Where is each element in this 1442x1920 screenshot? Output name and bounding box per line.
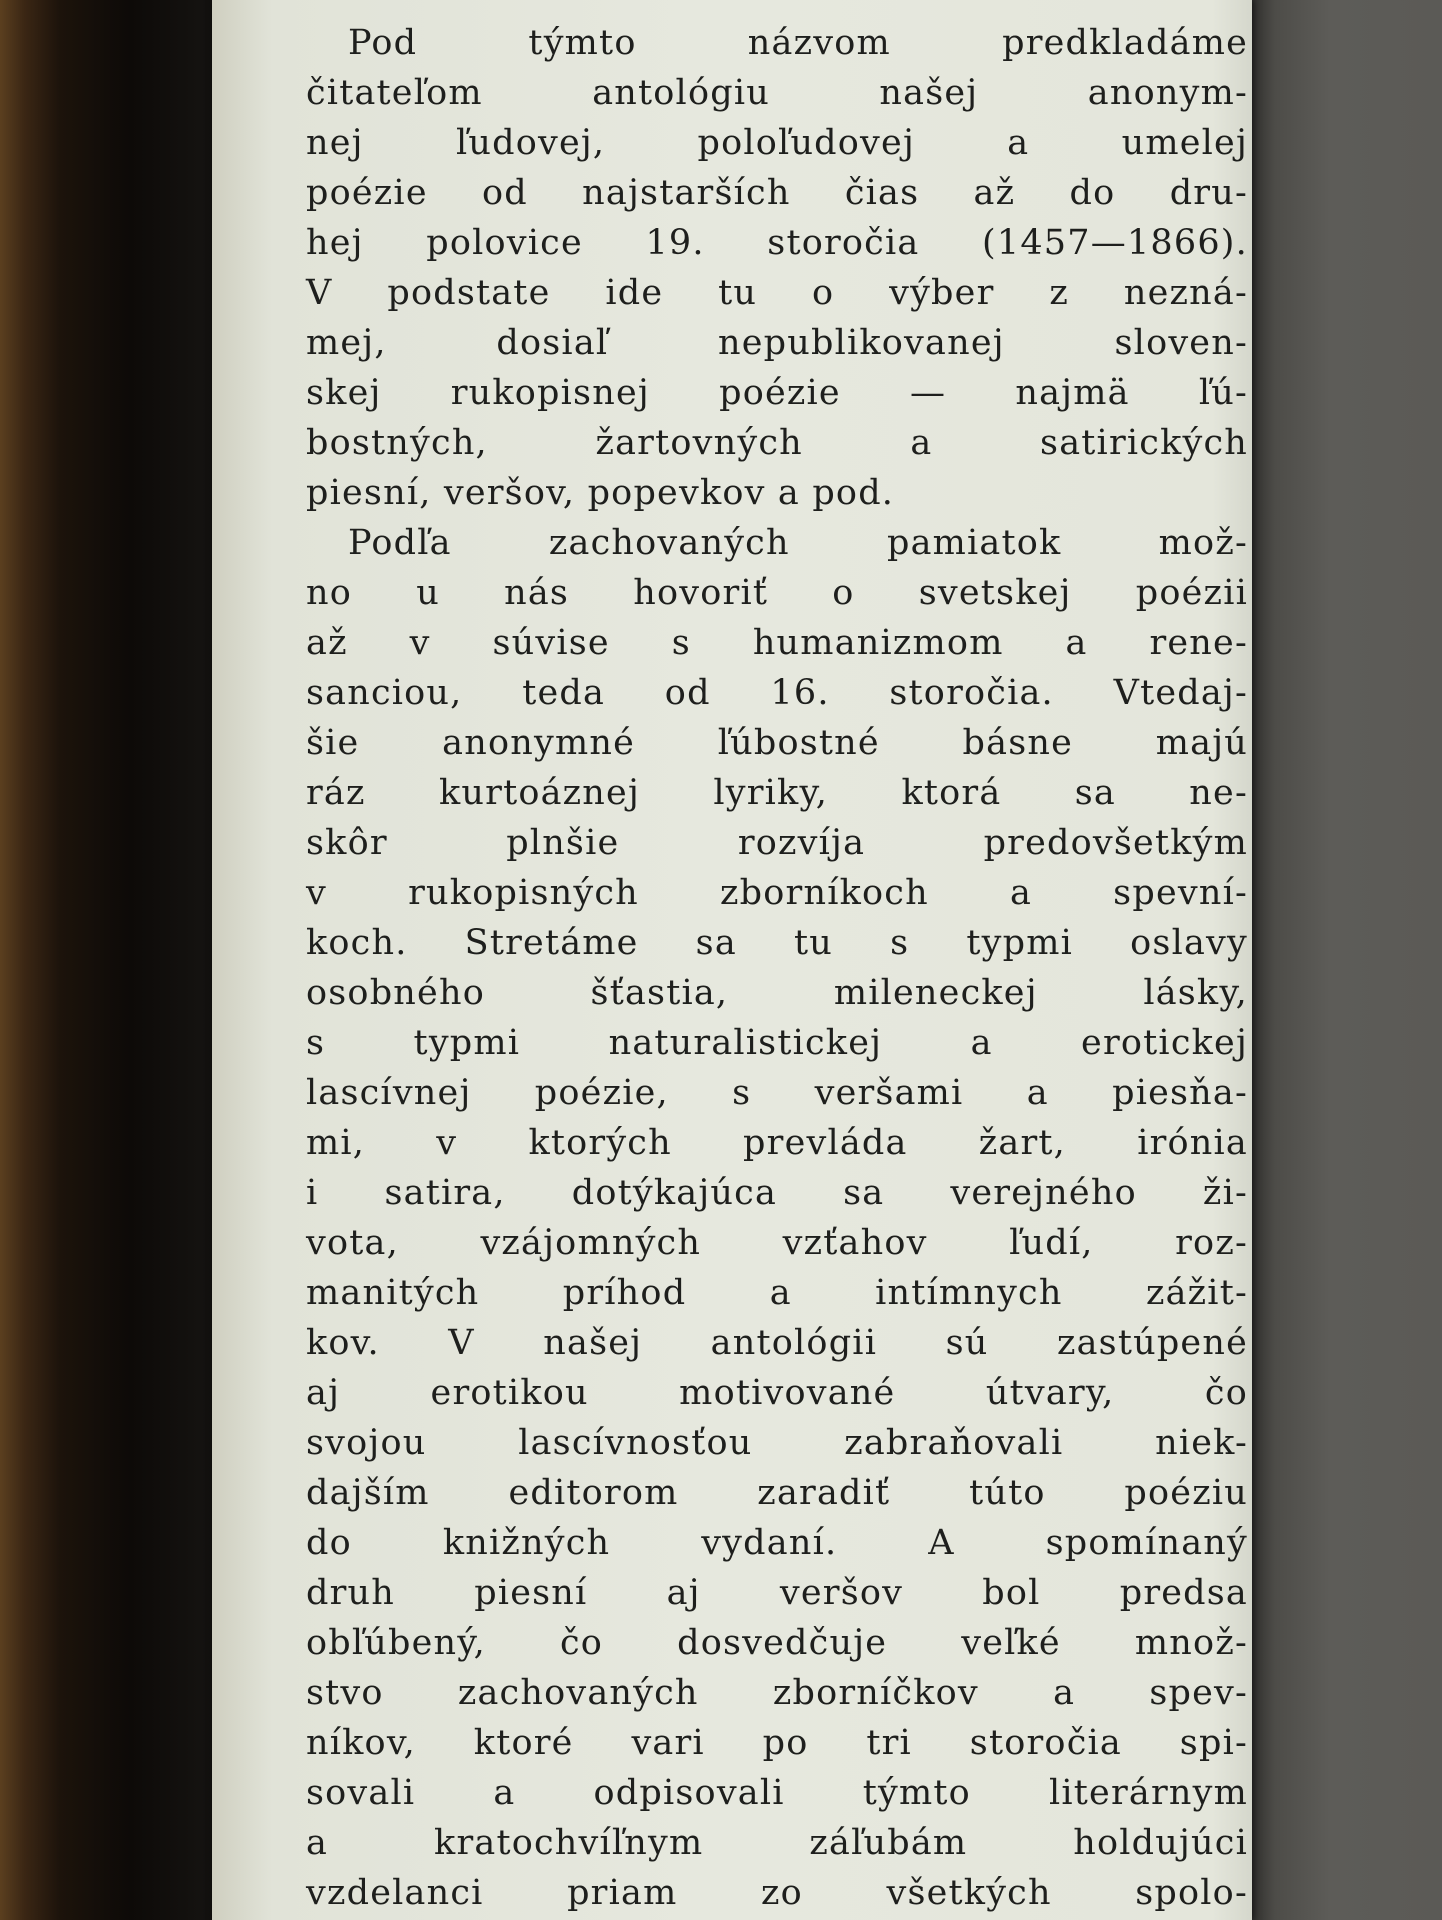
text-line: skej rukopisnej poézie — najmä ľú- — [306, 373, 1248, 413]
text-line: dajším editorom zaradiť túto poéziu — [306, 1473, 1248, 1513]
text-line: i satira, dotýkajúca sa verejného ži- — [306, 1173, 1248, 1213]
background-surface — [1250, 0, 1442, 1920]
text-line: s typmi naturalistickej a erotickej — [306, 1023, 1248, 1063]
book-flap-page — [212, 0, 1252, 1920]
text-line: ráz kurtoáznej lyriky, ktorá sa ne- — [306, 773, 1248, 813]
text-line: manitých príhod a intímnych zážit- — [306, 1273, 1248, 1313]
text-line: do knižných vydaní. A spomínaný — [306, 1523, 1248, 1563]
paragraph-1 — [306, 18, 1248, 518]
text-line: Pod týmto názvom predkladáme — [348, 23, 1248, 63]
book-spine-shadow — [0, 0, 230, 1920]
text-line: Podľa zachovaných pamiatok mož- — [348, 523, 1248, 563]
text-line: bostných, žartovných a satirických — [306, 423, 1248, 463]
text-line: druh piesní aj veršov bol predsa — [306, 1573, 1248, 1613]
text-line: lascívnej poézie, s veršami a piesňa- — [306, 1073, 1248, 1113]
text-line: osobného šťastia, mileneckej lásky, — [306, 973, 1248, 1013]
text-line: obľúbený, čo dosvedčuje veľké množ- — [306, 1623, 1248, 1663]
text-line: nej ľudovej, poloľudovej a umelej — [306, 123, 1248, 163]
text-line: šie anonymné ľúbostné básne majú — [306, 723, 1248, 763]
text-line: V podstate ide tu o výber z nezná- — [306, 273, 1248, 313]
text-line: vota, vzájomných vzťahov ľudí, roz- — [306, 1223, 1248, 1263]
text-line: níkov, ktoré vari po tri storočia spi- — [306, 1723, 1248, 1763]
text-line: čitateľom antológiu našej anonym- — [306, 73, 1248, 113]
text-line: až v súvise s humanizmom a rene- — [306, 623, 1248, 663]
text-line: sanciou, teda od 16. storočia. Vtedaj- — [306, 673, 1248, 713]
text-line: piesní, veršov, popevkov a pod. — [306, 473, 895, 513]
text-line: mej, dosiaľ nepublikovanej sloven- — [306, 323, 1248, 363]
text-line: no u nás hovoriť o svetskej poézii — [306, 573, 1248, 613]
text-line: kov. V našej antológii sú zastúpené — [306, 1323, 1248, 1363]
text-line: poézie od najstarších čias až do dru- — [306, 173, 1248, 213]
text-line: sovali a odpisovali týmto literárnym — [306, 1773, 1248, 1813]
text-line: aj erotikou motivované útvary, čo — [306, 1373, 1248, 1413]
paragraph-2 — [306, 518, 1248, 1918]
text-line: mi, v ktorých prevláda žart, irónia — [306, 1123, 1248, 1163]
text-line: a kratochvíľnym záľubám holdujúci — [306, 1823, 1248, 1863]
text-line: stvo zachovaných zborníčkov a spev- — [306, 1673, 1248, 1713]
body-text — [306, 18, 1248, 1918]
text-line: v rukopisných zborníkoch a spevní- — [306, 873, 1248, 913]
text-line: skôr plnšie rozvíja predovšetkým — [306, 823, 1248, 863]
text-line: svojou lascívnosťou zabraňovali niek- — [306, 1423, 1248, 1463]
text-line: koch. Stretáme sa tu s typmi oslavy — [306, 923, 1248, 963]
text-line: vzdelanci priam zo všetkých spolo- — [306, 1873, 1248, 1913]
text-line: hej polovice 19. storočia (1457—1866). — [306, 223, 1248, 263]
